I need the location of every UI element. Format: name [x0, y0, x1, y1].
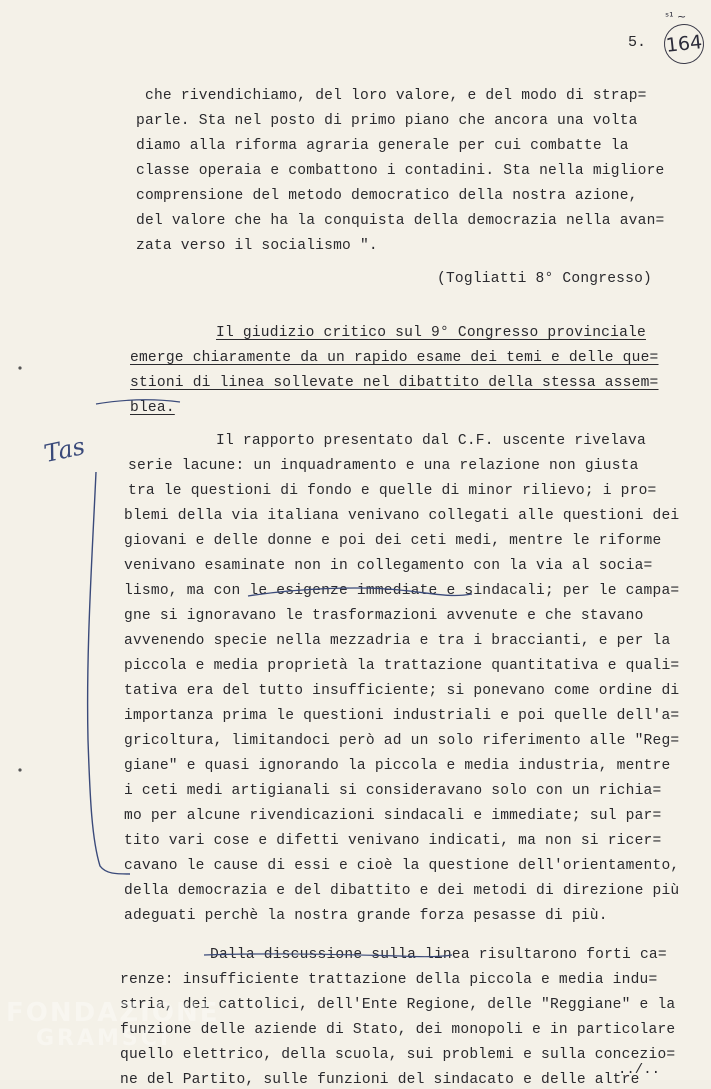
body-line: giane" e quasi ignorando la piccola e media industria, mentre: [124, 758, 671, 774]
pen-stroke-left: [96, 400, 180, 404]
stamp-number: 164: [664, 31, 704, 57]
body-line: tra le questioni di fondo e quelle di minor rilievo; i pro=: [128, 483, 657, 499]
body-line: renze: insufficiente trattazione della piccola e media indu=: [120, 972, 658, 988]
quote-line: del valore che ha la conquista della democrazia nella avan=: [136, 213, 665, 229]
body-line: giovani e delle donne e poi dei ceti medi, mentre le riforme: [124, 533, 662, 549]
body-line: tito vari cose e difetti venivano indicati, ma non si ricer=: [124, 833, 662, 849]
body-line: lismo, ma con le esigenze immediate e sindacali; per le campa=: [124, 583, 680, 599]
body-line: adeguati perchè la nostra grande forza pesasse di più.: [124, 908, 608, 924]
body-line: gricoltura, limitandoci però ad un solo riferimento alle "Reg=: [124, 733, 680, 749]
quote-line: zata verso il socialismo ".: [136, 238, 378, 254]
body-line: cavano le cause di essi e cioè la questione dell'orientamento,: [124, 858, 680, 874]
stamp-tick-mark: ˢ¹ ~: [665, 10, 687, 23]
section1-line: stioni di linea sollevate nel dibattito della stessa assem=: [130, 375, 659, 391]
archive-watermark: [6, 1000, 219, 1052]
body-line: Il rapporto presentato dal C.F. uscente rivelava: [216, 433, 646, 449]
body-line: tativa era del tutto insufficiente; si ponevano come ordine di: [124, 683, 680, 699]
body-line: avvenendo specie nella mezzadria e tra i braccianti, e per la: [124, 633, 671, 649]
body-line: stria, dei cattolici, dell'Ente Regione, delle "Reggiane" e la: [120, 997, 676, 1013]
quote-line: parle. Sta nel posto di primo piano che ancora una volta: [136, 113, 638, 129]
quote-line: classe operaia e combattono i contadini. Sta nella migliore: [136, 163, 665, 179]
body-line: della democrazia e del dibattito e dei metodi di direzione più: [124, 883, 680, 899]
quote-line: comprensione del metodo democratico della nostra azione,: [136, 188, 638, 204]
pen-underline-linea: [204, 954, 452, 957]
section1-line: blea.: [130, 400, 175, 416]
body-line: quello elettrico, della scuola, sui problemi e sulla concezio=: [120, 1047, 676, 1063]
watermark-line-2: GRAMSCI: [36, 1026, 172, 1051]
margin-dot: [18, 366, 21, 369]
body-line: ne del Partito, sulle funzioni del sindacato e delle altre: [120, 1072, 640, 1088]
body-line: venivano esaminate non in collegamento con la via al socia=: [124, 558, 653, 574]
watermark-line-1: FONDAZIONE: [6, 998, 220, 1028]
body-line: importanza prima le questioni industriali e poi quelle dell'a=: [124, 708, 680, 724]
quote-line: diamo alla riforma agraria generale per cui combatte la: [136, 138, 629, 154]
quote-attribution: (Togliatti 8° Congresso): [437, 271, 652, 287]
body-line: gne si ignoravano le trasformazioni avvenute e che stavano: [124, 608, 644, 624]
pen-margin-bracket: [88, 472, 130, 874]
continuation-mark: ../..: [618, 1062, 661, 1078]
body-line: mo per alcune rivendicazioni sindacali e immediate; sul par=: [124, 808, 662, 824]
body-line: funzione delle aziende di Stato, dei monopoli e in particolare: [120, 1022, 676, 1038]
margin-dot: [18, 768, 21, 771]
body-line: i ceti medi artigianali si consideravano solo con un richia=: [124, 783, 662, 799]
pen-underline-sindacali: [248, 588, 472, 596]
margin-handwritten-note: Tas: [41, 432, 88, 468]
section1-line: Il giudizio critico sul 9° Congresso provinciale: [216, 325, 646, 341]
body-line: Dalla discussione sulla linea risultarono forti ca=: [210, 947, 667, 963]
body-line: piccola e media proprietà la trattazione quantitativa e quali=: [124, 658, 680, 674]
body-line: blemi della via italiana venivano collegati alle questioni dei: [124, 508, 680, 524]
quote-line: che rivendichiamo, del loro valore, e del modo di strap=: [145, 88, 647, 104]
page-number: 5.: [628, 34, 647, 51]
section1-line: emerge chiaramente da un rapido esame dei temi e delle que=: [130, 350, 659, 366]
body-line: serie lacune: un inquadramento e una relazione non giusta: [128, 458, 639, 474]
